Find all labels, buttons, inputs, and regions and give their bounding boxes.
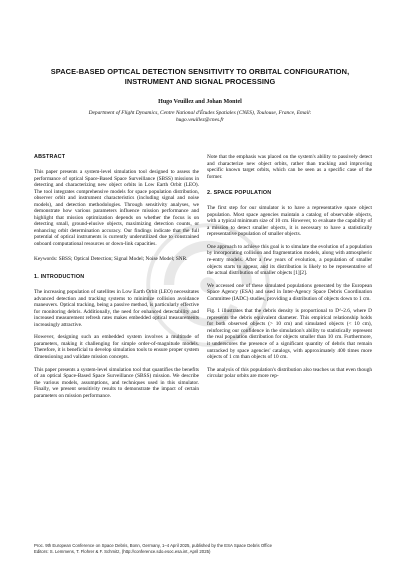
title-line-1: SPACE-BASED OPTICAL DETECTION SENSITIVITY TO ORBITAL CONFIGURATION, xyxy=(50,67,350,76)
population-paragraph-2: One approach to achieve this goal is to simulate the evolution of a population by incorporating collision and fragmentation models, along with atmospheric re-entry models. After a few years of evolution, a population of smaller objects starts to appear, and its distribution is likely to be representative of the actual distribution of smaller objects [1][2]. xyxy=(207,243,372,277)
intro-paragraph-1: The increasing population of satellites in Low Earth Orbit (LEO) necessitates advanced detection and tracking systems to minimize collision avoidance maneuvers. Optical tracking, being a passive method, is particularly effective for monitoring debris. Additionally, the need for enhanced detectability and increased measurement refresh rates makes embedded optical measurements increasingly attractive. xyxy=(34,289,199,328)
intro-paragraph-4: Note that the emphasis was placed on the system's ability to passively detect and characterize new object orbits, rather than tracking and improving specific known target orbits, which can be seen as a specific case of the former. xyxy=(207,154,372,180)
paper-title xyxy=(20,67,380,87)
left-column xyxy=(34,154,199,405)
paper-affiliation xyxy=(20,110,380,124)
keywords: Keywords: SBSS; Optical Detection; Signal Model; Noise Model; SNR. xyxy=(34,255,188,262)
population-paragraph-4: Fig. 1 illustrates that the debris density is proportional to D^-2.6, where D represents the debris equivalent diameter. This empirical relationship holds for both observed objects (> 10 cm) and simulated objects (< 10 cm), reinforcing our confidence in the simulation's ability to statistically represent the real population distribution for objects smaller than 10 cm. Furthermore, it underscores the presence of a significant quantity of debris that remain untracked by space agencies' catalogs, with approximately 400 times more objects of 1 cm than objects of 10 cm. xyxy=(207,308,372,361)
paper-authors: Hugo Veuillez and Johan Montel xyxy=(158,99,242,105)
abstract-heading: ABSTRACT xyxy=(34,154,66,160)
author-email: hugo.veuillez@cnes.fr xyxy=(175,117,225,123)
population-paragraph-5: The analysis of this population's distribution also teaches us that even though circular polar orbits are more rep- xyxy=(207,366,372,380)
right-column xyxy=(207,154,372,386)
abstract-text: This paper presents a system-level simulation tool designed to assess the performance of optical Space-Based Space Surveillance (SBSS) missions in detecting and characterizing new object orbits in Low Earth Orbit (LEO). The tool integrates comprehensive models for space population distribution, observer orbit and instrument characteristics (including signal and noise models), and detection methodologies. Through sensitivity analyses, we demonstrate how various parameters influence mission performance and highlight that mission optimization depends on whether the focus is on detecting small, ground-elusive objects, maximizing detection counts, or enhancing orbit determination accuracy. Our findings indicate that the full potential of optical instruments is currently underutilized due to constrained onboard computational resources or down-link capacities. xyxy=(34,169,199,248)
intro-paragraph-3: This paper presents a system-level simulation tool that quantifies the benefits of an optical Space-Based Space Surveillance (SBSS) mission. We describe the various models, assumptions, and techniques used in this simulator. Finally, we present sensitivity results to demonstrate the impact of certain parameters on mission performance. xyxy=(34,366,199,399)
population-paragraph-3: We accessed one of these simulated populations generated by the European Space Agency (ESA) and used in Inter-Agency Space Debris Coordination Committee (IADC) studies, providing a distribution of objects down to 1 cm. xyxy=(207,282,372,302)
affiliation-text: Department of Flight Dynamics, Centre National d'Études Spatiales (CNES), Toulouse, France, Email: xyxy=(88,110,312,116)
footer-line-2: Editors: S. Lemmens, T. Flohrer & F. Schmitz, (http://conference.sdo.esoc.esa.int, April 2025) xyxy=(34,549,211,554)
population-paragraph-1: The first step for our simulator is to have a representative space object population. Most space agencies maintain a catalog of observable objects, with a typical minimum size of 10 cm. However, to evaluate the capability of a mission to detect smaller objects, it is necessary to have a statistically representative population of smaller objects. xyxy=(207,205,372,238)
proceedings-footer xyxy=(34,543,374,555)
footer-line-1: Proc. 9th European Conference on Space Debris, Bonn, Germany, 1–4 April 2025, published by the ESA Space Debris Office xyxy=(34,543,272,548)
space-population-heading: 2. SPACE POPULATION xyxy=(207,190,272,197)
intro-paragraph-2: However, designing such an embedded system involves a multitude of parameters, making it challenging for simple order-of-magnitude models. Therefore, it is beneficial to develop simulation tools to ensure proper system dimensioning and validate mission concepts. xyxy=(34,334,199,361)
title-line-2: INSTRUMENT AND SIGNAL PROCESSING xyxy=(124,77,276,86)
introduction-heading: 1. INTRODUCTION xyxy=(34,274,85,281)
